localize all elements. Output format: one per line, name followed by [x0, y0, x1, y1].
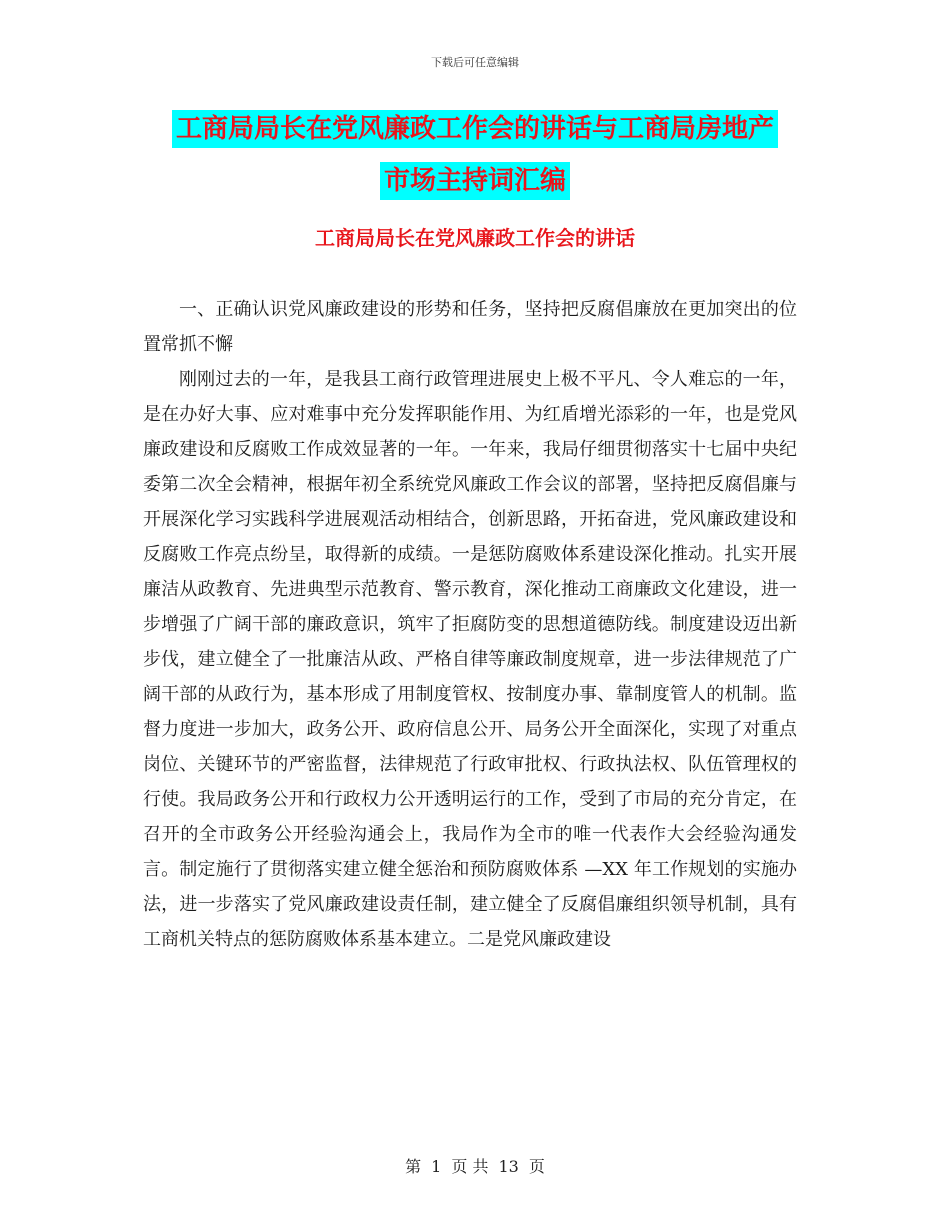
section-title: 工商局局长在党风廉政工作会的讲话 — [315, 226, 635, 250]
page-number: 1 — [431, 1157, 442, 1176]
title-line-1: 工商局局长在党风廉政工作会的讲话与工商局房地产 — [172, 110, 778, 148]
paragraph-heading: 一、正确认识党风廉政建设的形势和任务，坚持把反腐倡廉放在更加突出的位置常抓不懈 — [143, 299, 797, 355]
footer-middle: 页 共 — [451, 1157, 489, 1176]
title-line-2: 市场主持词汇编 — [380, 162, 570, 200]
footer-suffix: 页 — [528, 1157, 545, 1176]
page-total: 13 — [498, 1157, 519, 1176]
body-text — [143, 292, 797, 957]
page-footer — [0, 1154, 950, 1177]
paragraph: 刚刚过去的一年，是我县工商行政管理进展史上极不平凡、令人难忘的一年，是在办好大事、应对难事中充分发挥职能作用、为红盾增光添彩的一年，也是党风廉政建设和反腐败工作成效显著的一年。一年来，我局仔细贯彻落实十七届中央纪委第二次全会精神，根据年初全系统党风廉政工作会议的部署，坚持把反腐倡廉与开展深化学习实践科学进展观活动相结合，创新思路，开拓奋进，党风廉政建设和反腐败工作亮点纷呈，取得新的成绩。一是惩防腐败体系建设深化推动。扎实开展廉洁从政教育、先进典型示范教育、警示教育，深化推动工商廉政文化建设，进一步增强了广阔干部的廉政意识，筑牢了拒腐防变的思想道德防线。制度建设迈出新步伐，建立健全了一批廉洁从政、严格自律等廉政制度规章，进一步法律规范了广阔干部的从政行为，基本形成了用制度管权、按制度办事、靠制度管人的机制。监督力度进一步加大，政务公开、政府信息公开、局务公开全面深化，实现了对重点岗位、关键环节的严密监督，法律规范了行政审批权、行政执法权、队伍管理权的行使。我局政务公开和行政权力公开透明运行的工作，受到了市局的充分肯定，在 召开的全市政务公开经验沟通会上，我局作为全市的唯一代表作大会经验沟通发言。制定施行了贯彻落实建立健全惩治和预防腐败体系 —XX 年工作规划的实施办法，进一步落实了党风廉政建设责任制，建立健全了反腐倡廉组织领导机制，具有工商机关特点的惩防腐败体系基本建立。二是党风廉政建设 — [143, 369, 797, 950]
header-note: 下载后可任意编辑 — [431, 56, 519, 69]
document-title — [0, 110, 950, 214]
footer-prefix: 第 — [405, 1157, 422, 1176]
